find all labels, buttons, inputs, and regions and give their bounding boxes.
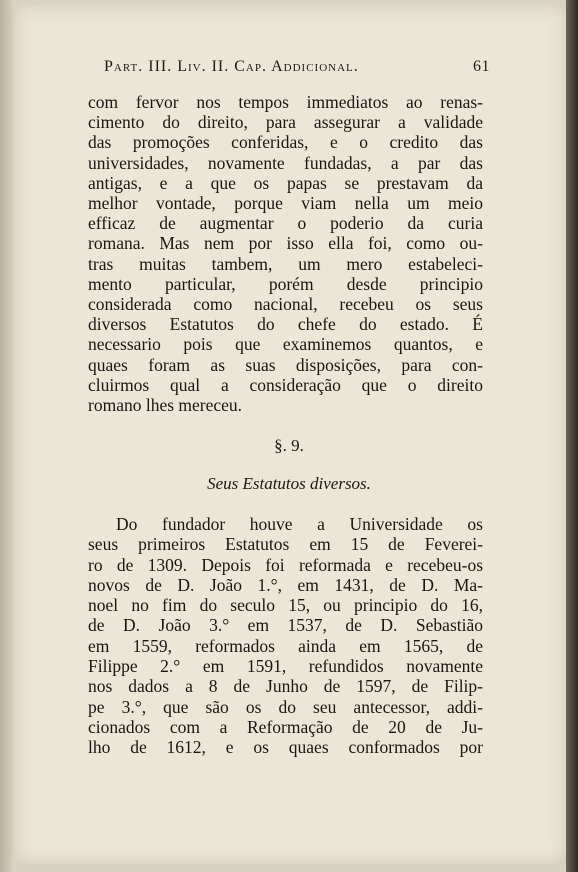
text-line: de D. João 3.° em 1537, de D. Sebastião <box>88 615 483 636</box>
text-line: antigas, e a que os papas se prestavam da <box>88 172 483 193</box>
text-line: noel no fim do seculo 15, ou principio do 16, <box>88 595 483 616</box>
text-line: romano lhes mereceu. <box>88 395 243 416</box>
text-line: pe 3.°, que são os do seu antecessor, addi- <box>88 696 483 717</box>
text-line: com fervor nos tempos immediatos ao renas- <box>88 92 483 112</box>
text-line: Do fundador houve a Universidade os <box>116 514 483 534</box>
paragraph-continuation <box>88 92 483 415</box>
text-line: das promoções conferidas, e o credito das <box>88 132 483 153</box>
page-number: 61 <box>473 58 490 75</box>
text-line: melhor vontade, porque viam nella um meio <box>88 193 483 214</box>
text-line: seus primeiros Estatutos em 15 de Feverei- <box>88 534 483 555</box>
text-line: cionados com a Reformação de 20 de Ju- <box>88 716 483 737</box>
section-title: Seus Estatutos diversos. <box>207 474 371 493</box>
text-line: romana. Mas nem por isso ella foi, como ou- <box>88 233 483 254</box>
text-line: cimento do direito, para assegurar a validade <box>88 112 483 133</box>
text-line: lho de 1612, e os quaes conformados por <box>88 737 483 758</box>
text-line: Filippe 2.° em 1591, refundidos novamente <box>88 656 483 677</box>
text-line: efficaz de augmentar o poderio da curia <box>88 213 483 234</box>
text-line: novos de D. João 1.°, em 1431, de D. Ma- <box>88 574 483 595</box>
text-line: cluirmos qual a consideração que o direito <box>88 374 483 395</box>
text-line: necessario pois que examinemos quantos, e <box>88 334 483 355</box>
header-title: Part. III. Liv. II. Cap. Addicional. <box>104 58 359 75</box>
running-header <box>104 58 490 76</box>
text-line: diversos Estatutos do chefe do estado. É <box>88 314 483 335</box>
text-line: quaes foram as suas disposições, para con- <box>88 354 483 375</box>
text-line: mento particular, porém desde principio <box>88 273 483 294</box>
text-line: em 1559, reformados ainda em 1565, de <box>88 635 483 656</box>
text-line: tras muitas tambem, um mero estabeleci- <box>88 253 483 274</box>
section-number: §. 9. <box>274 436 304 455</box>
text-line: universidades, novamente fundadas, a par das <box>88 152 483 173</box>
text-line: ro de 1309. Depois foi reformada e recebeu-os <box>88 554 483 575</box>
paragraph-body <box>88 514 483 758</box>
text-line: considerada como nacional, recebeu os seus <box>88 294 483 315</box>
text-line: nos dados a 8 de Junho de 1597, de Filip- <box>88 676 483 697</box>
